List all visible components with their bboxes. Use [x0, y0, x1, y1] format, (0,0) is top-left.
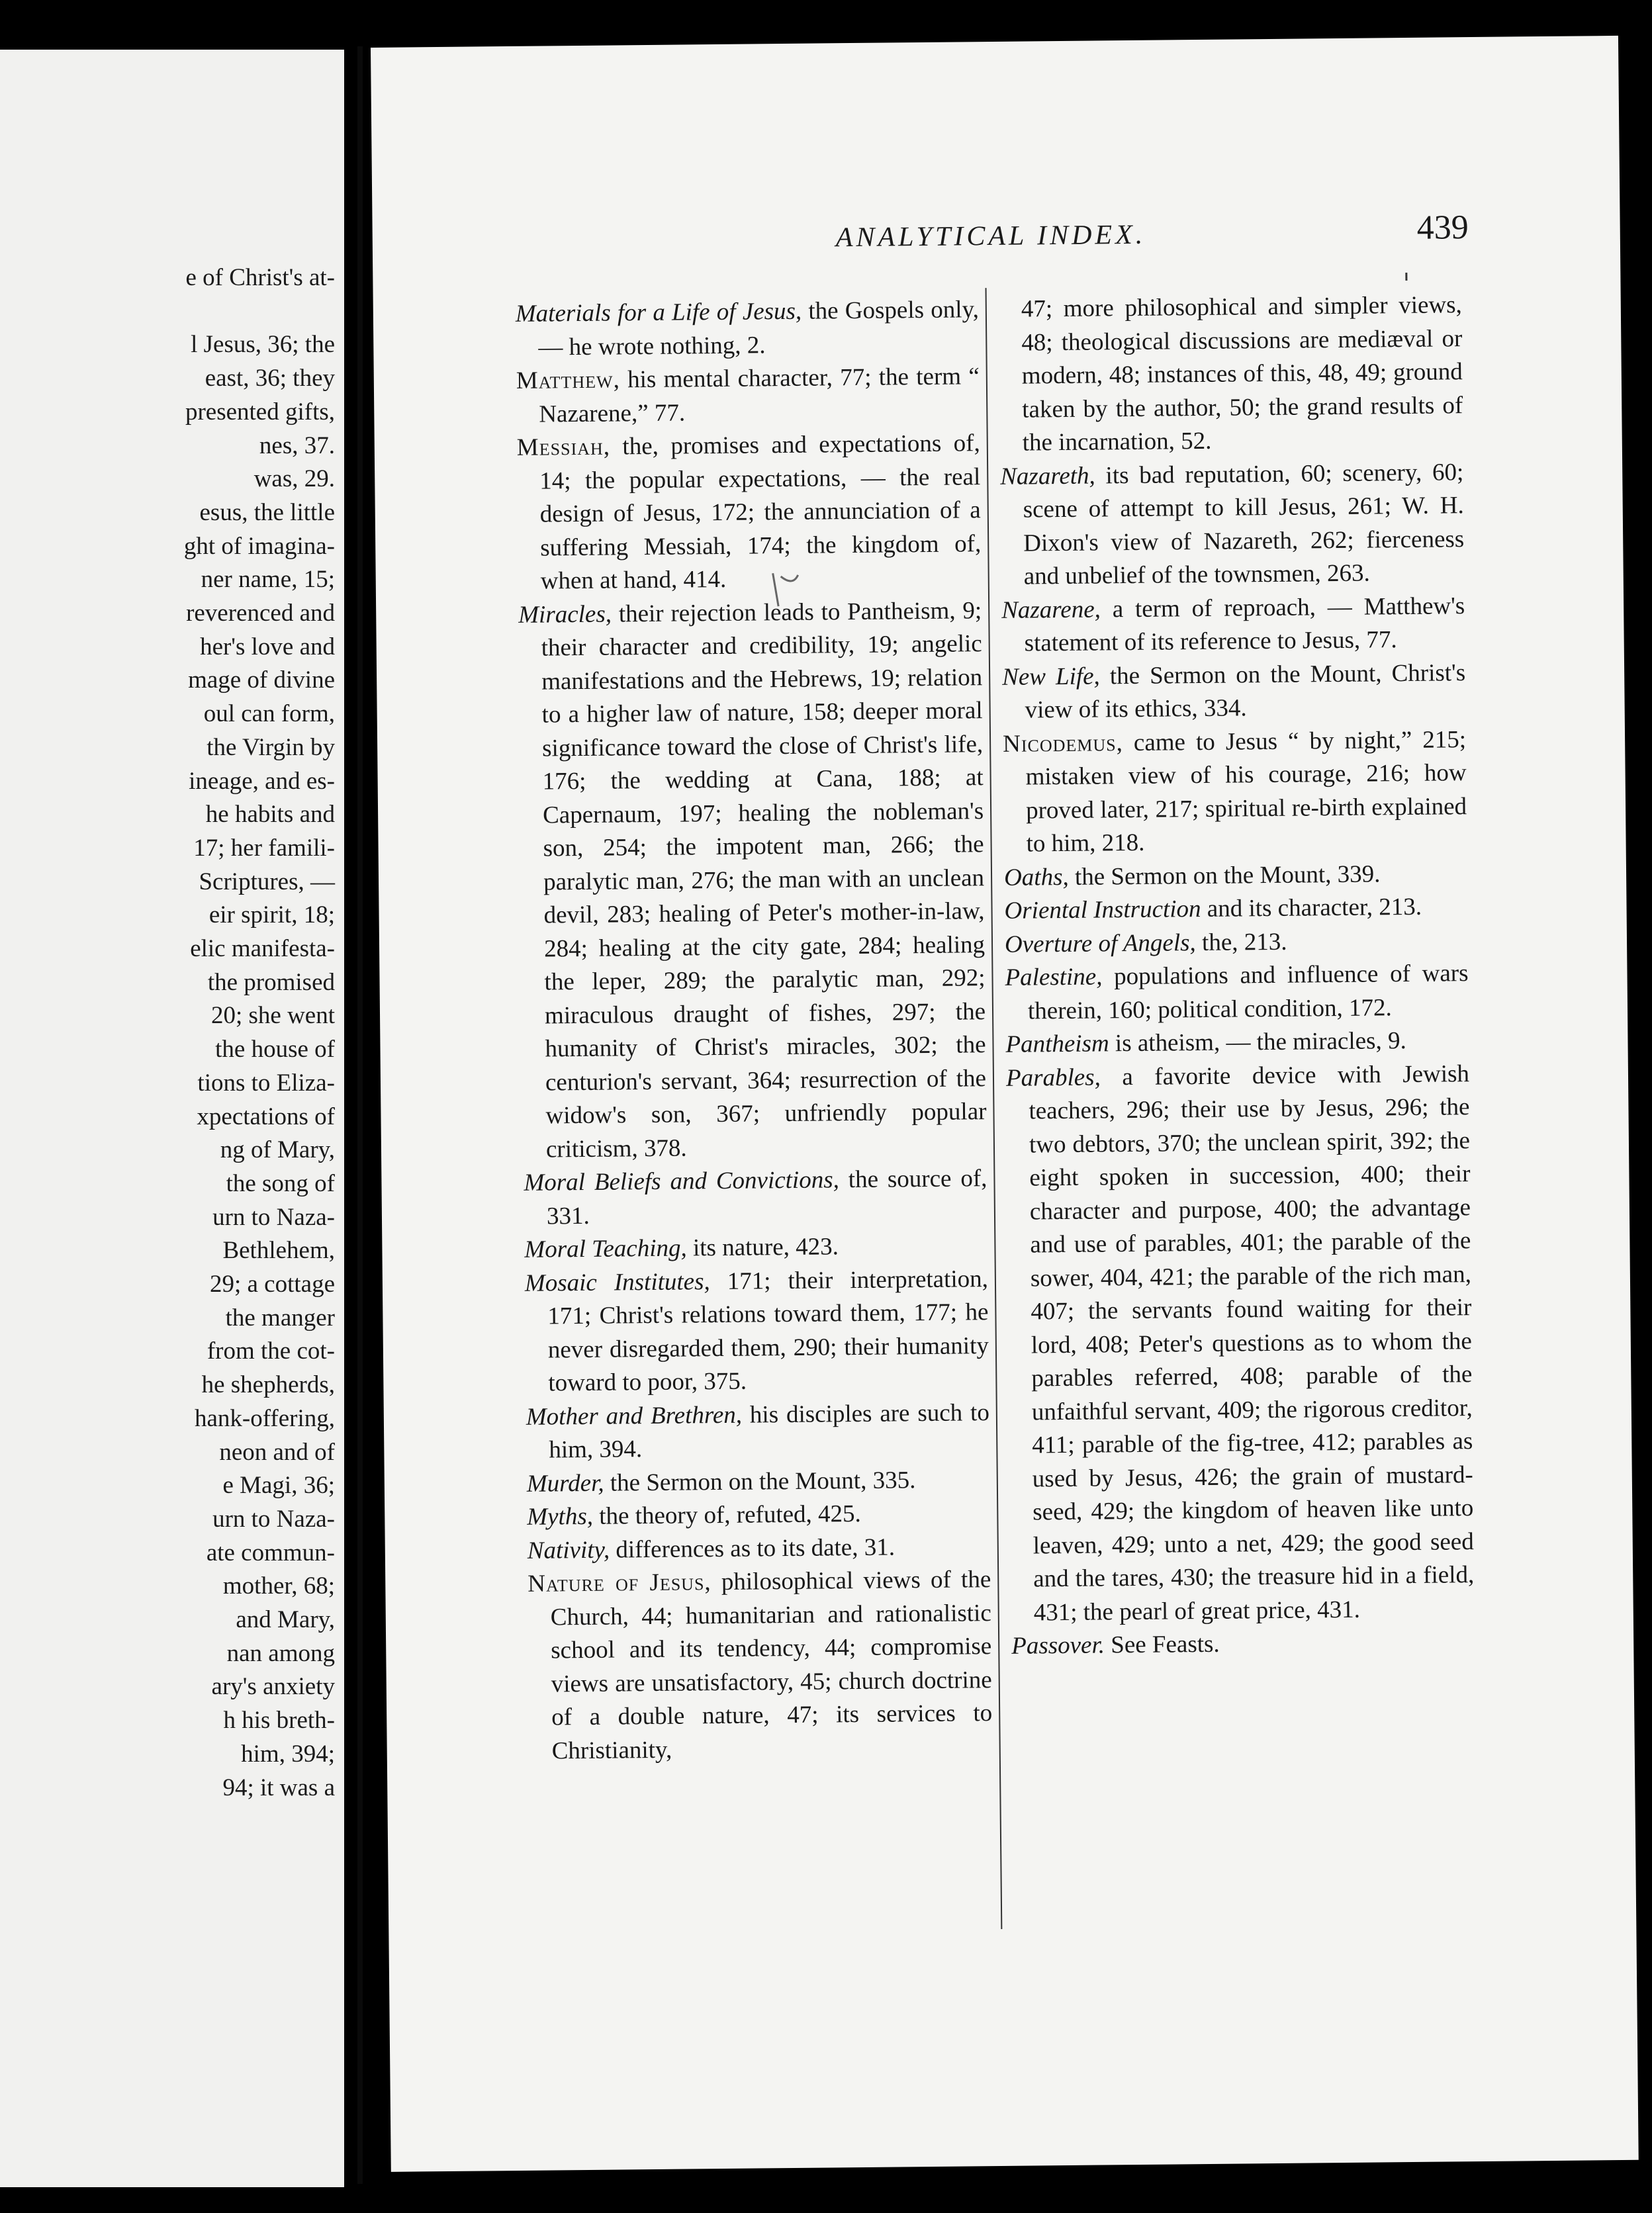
index-entry	[999, 289, 1463, 460]
facing-page-line: e Magi, 36;	[222, 1472, 335, 1500]
running-header: ANALYTICAL INDEX.	[835, 219, 1146, 253]
index-column-right	[999, 289, 1475, 1663]
entry-heading: Messiah,	[516, 433, 611, 461]
index-entry	[1005, 924, 1468, 962]
entry-text: the, promises and expectations of, 14; the popular expectations, — the real design of Jesus, 172; the annunciation of a suffering Messiah, 174; the kingdom of, when at hand, 414.	[539, 429, 982, 595]
entry-text: differences as to its date, 31.	[609, 1533, 895, 1564]
entry-text: 171; their interpretation, 171; Christ's relations toward them, 177; he never disregarded them, 290; their humanity toward to poor, 375.	[547, 1265, 989, 1397]
facing-page-line: him, 394;	[241, 1740, 335, 1768]
facing-page-line: the promised	[207, 968, 335, 996]
entry-text: the Sermon on the Mount, 339.	[1068, 860, 1381, 891]
index-entry	[516, 360, 980, 431]
entry-heading: Mother and Brethren,	[526, 1401, 743, 1431]
entry-text: his disciples are such to him, 394.	[549, 1398, 990, 1464]
facing-page-line: 17; her famili-	[193, 834, 335, 862]
facing-page-line: elic manifesta-	[190, 935, 335, 962]
index-page	[371, 36, 1639, 2172]
entry-heading: Myths,	[527, 1502, 594, 1531]
index-entry	[524, 1162, 987, 1234]
entry-text: the source of, 331.	[546, 1165, 987, 1230]
entry-text: philosophical views of the Church, 44; humanitarian and rationalistic school and its tendency, 44; compromise views are unsatisfactory, 45; church doctrine of a double nature, 47; its services to Christianity,	[550, 1566, 993, 1764]
entry-heading: Parables,	[1005, 1063, 1101, 1092]
index-entry	[518, 594, 987, 1167]
index-entry	[527, 1463, 990, 1501]
index-entry	[1005, 957, 1469, 1028]
entry-text: the theory of, refuted, 425.	[592, 1500, 862, 1530]
entry-heading: Moral Teaching,	[524, 1234, 687, 1263]
facing-page-line: 94; it was a	[222, 1774, 335, 1801]
facing-page-line: neon and of	[219, 1438, 335, 1466]
ink-mark	[1405, 273, 1407, 281]
facing-page-line: urn to Naza-	[212, 1203, 335, 1231]
entry-text: the Sermon on the Mount, 335.	[604, 1466, 916, 1497]
facing-page-line: ate commun-	[206, 1539, 335, 1566]
entry-text: its bad reputation, 60; scenery, 60; scene of attempt to kill Jesus, 261; W. H. Dixon's view of Nazareth, 262; fierceness and unbelief of the townsmen, 263.	[1023, 458, 1465, 590]
facing-page-line: nes, 37.	[259, 431, 335, 459]
entry-heading: Moral Beliefs and Convictions,	[524, 1166, 840, 1197]
entry-heading: Oriental Instruction	[1004, 895, 1201, 925]
facing-page-line: e of Christ's at-	[185, 264, 335, 291]
index-entry	[524, 1229, 987, 1267]
entry-text: See Feasts.	[1104, 1630, 1220, 1659]
entry-heading: Palestine,	[1005, 963, 1103, 991]
entry-heading: Mosaic Institutes,	[524, 1267, 710, 1297]
facing-page-line: Scriptures, —	[199, 868, 335, 895]
index-column-left	[516, 293, 993, 1768]
facing-page-line: 29; a cottage	[209, 1271, 335, 1298]
facing-page-line: nan among	[226, 1639, 335, 1667]
entry-heading: Materials for a Life of Jesus,	[515, 297, 802, 328]
index-entry	[517, 427, 982, 598]
facing-page-line: l Jesus, 36; the	[191, 331, 335, 359]
entry-text: populations and influence of wars therein, 160; political condition, 172.	[1027, 960, 1469, 1025]
index-entry	[516, 293, 980, 365]
facing-page-line: 20; she went	[210, 1002, 335, 1030]
facing-page-line: Bethlehem,	[222, 1237, 335, 1265]
entry-text: and its character, 213.	[1201, 893, 1422, 923]
entry-heading: Pantheism	[1005, 1030, 1109, 1058]
entry-text: their rejection leads to Pantheism, 9; their character and credibility, 19; angelic manifestations and the Hebrews, 19; relation to a higher law of nature, 158; deeper moral significance toward the close of Christ's life, 176; the wedding at Cana, 188; at Capernaum, 197; healing the nobleman's son, 254; the impotent man, 266; the paralytic man, 276; the man with an unclean devil, 283; healing of Peter's mother-in-law, 284; healing at the city gate, 284; healing the leper, 289; the paralytic man, 292; miraculous draught of fishes, 297; the humanity of Christ's miracles, 302; the centurion's servant, 364; resurrection of the widow's son, 367; unfriendly popular criticism, 378.	[541, 596, 987, 1163]
facing-page-line: tions to Eliza-	[197, 1069, 335, 1097]
entry-text: its nature, 423.	[686, 1233, 839, 1262]
facing-page-line: h his breth-	[223, 1707, 335, 1735]
facing-page-line: the manger	[225, 1304, 335, 1332]
index-entry	[525, 1263, 989, 1401]
entry-heading: Nicodemus,	[1002, 729, 1124, 758]
facing-page-line: the house of	[215, 1036, 335, 1063]
index-entry	[1001, 590, 1465, 661]
facing-page-line: he habits and	[205, 801, 335, 829]
facing-page-line: ght of imagina-	[183, 532, 335, 560]
entry-text: his mental character, 77; the term “ Nazarene,” 77.	[539, 363, 980, 428]
entry-heading: Passover.	[1011, 1631, 1105, 1660]
facing-page-line: hank-offering,	[195, 1404, 335, 1432]
entry-heading: Nazarene,	[1001, 595, 1101, 624]
facing-page-line: and Mary,	[236, 1606, 335, 1633]
facing-page-line: the Virgin by	[206, 733, 335, 761]
facing-page-line: was, 29.	[253, 465, 335, 493]
entry-heading: Nativity,	[527, 1536, 610, 1564]
index-entry	[528, 1530, 991, 1568]
index-entry	[1002, 656, 1466, 728]
index-entry	[1000, 456, 1465, 594]
facing-page-line: he shepherds,	[201, 1371, 335, 1399]
facing-page-line: xpectations of	[197, 1103, 335, 1130]
index-entry	[1005, 1024, 1469, 1061]
entry-heading: New Life,	[1001, 662, 1101, 691]
page-number: 439	[1416, 208, 1469, 247]
entry-heading: Miracles,	[518, 600, 612, 629]
entry-text: 47; more philosophical and simpler views, 48; theological discussions are mediæval or modern, 48; instances of this, 48, 49; ground taken by the author, 50; the grand results of the incarnation, 52.	[1021, 291, 1463, 457]
entry-heading: Overture of Angels,	[1004, 928, 1196, 958]
facing-page-line: oul can form,	[203, 700, 335, 728]
facing-page-line: presented gifts,	[185, 398, 335, 426]
index-entry	[1004, 857, 1467, 895]
facing-page-line: urn to Naza-	[212, 1505, 335, 1533]
index-entry	[527, 1496, 990, 1534]
facing-page-line: ner name, 15;	[201, 566, 335, 594]
facing-page-line: ng of Mary,	[220, 1136, 335, 1164]
facing-page-line: her's love and	[200, 633, 335, 660]
entry-text: the Gospels only, — he wrote nothing, 2.	[538, 296, 980, 361]
index-entry	[1011, 1625, 1475, 1663]
page-gutter	[357, 46, 363, 2184]
facing-page-line: the song of	[226, 1169, 335, 1197]
entry-heading: Oaths,	[1003, 863, 1069, 891]
entry-text: a favorite device with Jewish teachers, 296; their use by Jesus, 296; the two debtors, 370; the unclean spirit, 392; the eight spoken in succession, 400; their character and purpose, 400; the advantage and use of parables, 401; the parable of the sower, 404, 421; the parable of the rich man, 407; the servants found waiting for their lord, 408; Peter's questions as to whom the parables referred, 408; parable of the unfaithful servant, 409; the rigorous creditor, 411; parable of the fig-tree, 412; parables as used by Jesus, 426; the grain of mustard-seed, 429; the kingdom of heaven like unto leaven, 429; unto a net, 429; the good seed and the tares, 430; the treasure hid in a field, 431; the pearl of great price, 431.	[1029, 1060, 1475, 1626]
entry-text: the, 213.	[1195, 928, 1287, 956]
facing-page-line: east, 36; they	[205, 365, 335, 392]
entry-heading: Nazareth,	[1000, 462, 1096, 490]
entry-heading: Nature of Jesus,	[528, 1568, 711, 1598]
entry-text: is atheism, — the miracles, 9.	[1109, 1027, 1406, 1058]
facing-page-line: ary's anxiety	[211, 1673, 335, 1701]
index-entry	[526, 1396, 990, 1468]
facing-page-line: from the cot-	[206, 1337, 335, 1365]
facing-page-line: mage of divine	[188, 666, 335, 694]
entry-text: the Sermon on the Mount, Christ's view of its ethics, 334.	[1025, 658, 1466, 724]
index-entry	[1004, 890, 1467, 928]
facing-page-line: reverenced and	[186, 600, 335, 627]
entry-text: came to Jesus “ by night,” 215; mistaken view of his courage, 216; how proved later, 217; spiritual re-birth explained to him, 218.	[1025, 725, 1467, 858]
index-entry	[1003, 723, 1467, 862]
entry-heading: Murder,	[526, 1469, 604, 1498]
entry-heading: Matthew,	[516, 366, 621, 394]
facing-page-line: ineage, and es-	[189, 767, 335, 795]
facing-page-line: eir spirit, 18;	[208, 901, 335, 929]
entry-text: a term of reproach, — Matthew's statement of its reference to Jesus, 77.	[1024, 592, 1465, 657]
index-entry	[528, 1563, 993, 1768]
facing-page	[0, 50, 344, 2187]
facing-page-line: mother, 68;	[222, 1572, 335, 1600]
index-entry	[1006, 1058, 1475, 1630]
facing-page-line: esus, the little	[199, 498, 335, 526]
